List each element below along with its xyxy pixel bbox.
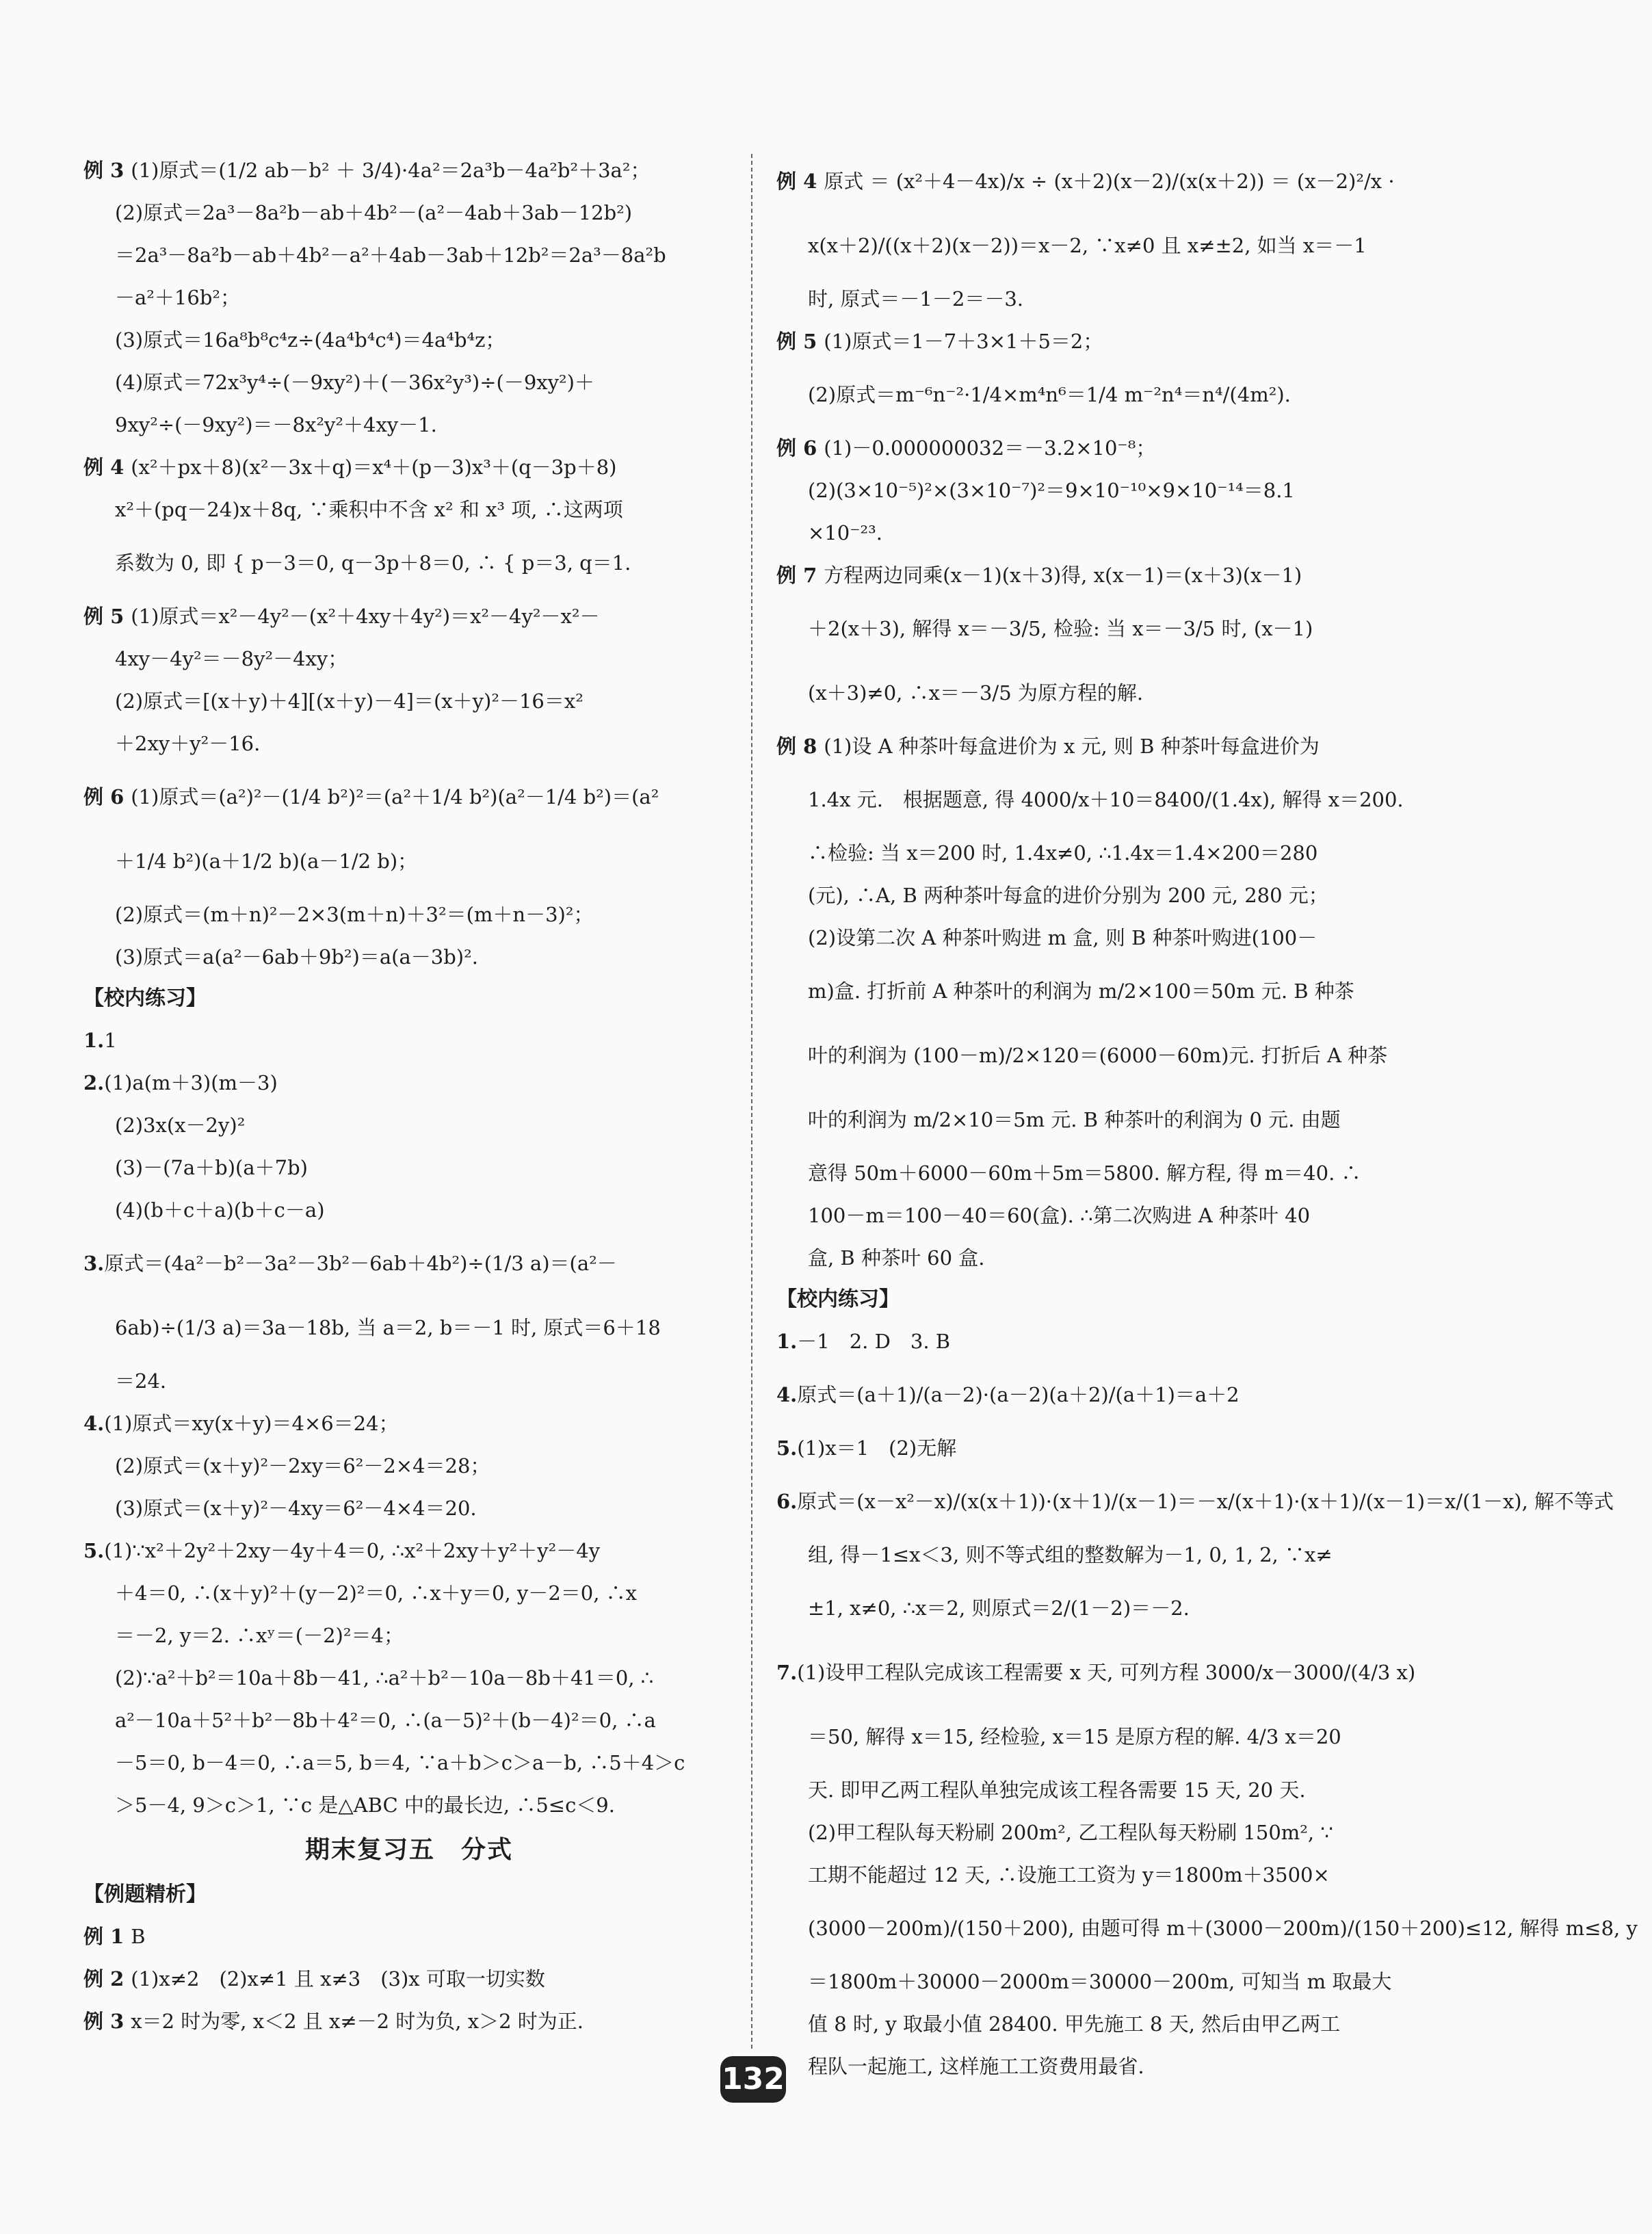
example-line <box>83 765 735 829</box>
answer-line: －a²＋16b²； <box>115 286 241 309</box>
answer-line: a²－10a＋5²＋b²－8b＋4²＝0, ∴(a－5)²＋(b－4)²＝0, ∴a <box>115 1709 656 1732</box>
answer-text: B <box>131 1925 146 1948</box>
answer-line: (3000－200m)/(150＋200), 由题可得 m＋(3000－200m)/(150＋200)≤12, 解得 m≤8, y <box>808 1917 1638 1940</box>
answer-line: ＋2(x＋3), 解得 x＝－3/5, 检验: 当 x＝－3/5 时, (x－1) <box>808 617 1313 640</box>
example-line <box>83 595 735 638</box>
exercise-number: 2. <box>83 1071 105 1094</box>
example-label: 例 8 <box>776 735 817 758</box>
example-label: 例 5 <box>83 605 124 628</box>
answer-line: 100－m＝100－40＝60(盒). ∴第二次购进 A 种茶叶 40 <box>808 1204 1311 1227</box>
answer-text: (1)原式＝x²－4y²－(x²＋4xy＋4y²)＝x²－4y²－x²－ <box>131 605 600 628</box>
example-line <box>83 446 735 488</box>
exercise-number: 4. <box>776 1383 798 1406</box>
answer-line: (3)原式＝(x＋y)²－4xy＝6²－4×4＝20. <box>115 1497 477 1520</box>
right-column <box>776 149 1638 2088</box>
answer-line: ＝24. <box>115 1369 167 1393</box>
example-label: 例 2 <box>83 1967 124 1990</box>
answer-line: (2)(3×10⁻⁵)²×(3×10⁻⁷)²＝9×10⁻¹⁰×9×10⁻¹⁴＝8.1 <box>808 479 1295 502</box>
answer-line: (2)3x(x－2y)² <box>115 1114 246 1137</box>
answer-line: x(x＋2)/((x＋2)(x－2))＝x－2, ∵x≠0 且 x≠±2, 如当 x＝－1 <box>808 234 1367 257</box>
example-label: 例 1 <box>83 1925 124 1948</box>
answer-text: 原式＝(a＋1)/(a－2)·(a－2)(a＋2)/(a＋1)＝a＋2 <box>797 1383 1240 1406</box>
answer-text: (1)设甲工程队完成该工程需要 x 天, 可列方程 3000/x－3000/(4/3 x) <box>797 1661 1416 1684</box>
exercise-number: 7. <box>776 1661 798 1684</box>
answer-line: 1.4x 元. 根据题意, 得 4000/x＋10＝8400/(1.4x), 解得 x＝200. <box>808 788 1404 811</box>
answer-line: 叶的利润为 m/2×10＝5m 元. B 种茶叶的利润为 0 元. 由题 <box>808 1108 1341 1131</box>
example-label: 例 3 <box>83 159 124 182</box>
answer-line: ＝50, 解得 x＝15, 经检验, x＝15 是原方程的解. 4/3 x＝20 <box>808 1725 1341 1748</box>
answer-line: x²＋(pq－24)x＋8q, ∵乘积中不含 x² 和 x³ 项, ∴这两项 <box>115 498 623 521</box>
answer-line: 时, 原式＝－1－2＝－3. <box>808 287 1024 311</box>
answer-line: ＋2xy＋y²－16. <box>115 732 261 755</box>
answer-line: 系数为 0, 即 { p－3＝0, q－3p＋8＝0, ∴ { p＝3, q＝1. <box>115 551 631 575</box>
answer-text: (1)原式＝(a²)²－(1/4 b²)²＝(a²＋1/4 b²)(a²－1/4 b²)＝(a² <box>131 785 659 809</box>
answer-text: x＝2 时为零, x＜2 且 x≠－2 时为负, x＞2 时为正. <box>131 2010 584 2033</box>
answer-line: 叶的利润为 (100－m)/2×120＝(6000－60m)元. 打折后 A 种茶 <box>808 1044 1388 1067</box>
answer-text: 原式＝(x－x²－x)/(x(x＋1))·(x＋1)/(x－1)＝－x/(x＋1)·(x＋1)/(x－1)＝x/(1－x), 解不等式 <box>797 1490 1614 1513</box>
answer-line: ∴检验: 当 x＝200 时, 1.4x≠0, ∴1.4x＝1.4×200＝280 <box>808 841 1318 865</box>
answer-line: (3)原式＝16a⁸b⁸c⁴z÷(4a⁴b⁴c⁴)＝4a⁴b⁴z； <box>115 328 506 352</box>
answer-text: (1)原式＝(1/2 ab－b² ＋ 3/4)·4a²＝2a³b－4a²b²＋3a²； <box>131 159 651 182</box>
exercise-number: 6. <box>776 1490 798 1513</box>
exercise-number: 4. <box>83 1412 105 1435</box>
exercise-line <box>776 1640 1460 1705</box>
answer-line: (元), ∴A, B 两种茶叶每盒的进价分别为 200 元, 280 元； <box>808 884 1328 907</box>
example-label: 例 3 <box>83 2010 124 2033</box>
section-heading: 【校内练习】 <box>83 986 207 1010</box>
answer-text: (x²＋px＋8)(x²－3x＋q)＝x⁴＋(p－3)x³＋(q－3p＋8) <box>131 456 617 479</box>
page-number: 132 <box>720 2056 786 2103</box>
answer-line: (2)设第二次 A 种茶叶购进 m 盒, 则 B 种茶叶购进(100－ <box>808 926 1317 949</box>
answer-line: 6ab)÷(1/3 a)＝3a－18b, 当 a＝2, b＝－1 时, 原式＝6＋18 <box>115 1316 661 1339</box>
column-divider <box>751 154 752 2049</box>
answer-line: 盒, B 种茶叶 60 盒. <box>808 1246 985 1270</box>
section-heading: 【校内练习】 <box>776 1287 900 1311</box>
answer-line: (2)∵a²＋b²＝10a＋8b－41, ∴a²＋b²－10a－8b＋41＝0, ∴ <box>115 1666 654 1690</box>
answer-text: (1)∵x²＋2y²＋2xy－4y＋4＝0, ∴x²＋2xy＋y²＋y²－4y <box>104 1539 601 1562</box>
answer-line: 9xy²÷(－9xy²)＝－8x²y²＋4xy－1. <box>115 413 437 436</box>
exercise-line <box>776 1320 1460 1363</box>
answer-line: (3)原式＝a(a²－6ab＋9b²)＝a(a－3b)². <box>115 945 478 969</box>
example-label: 例 6 <box>776 436 817 460</box>
answer-text: (1)原式＝1－7＋3×1＋5＝2； <box>824 330 1103 353</box>
answer-text: (1)a(m＋3)(m－3) <box>104 1071 278 1094</box>
answer-line: ＝2a³－8a²b－ab＋4b²－a²＋4ab－3ab＋12b²＝2a³－8a²b <box>115 244 666 267</box>
answer-line: ＋1/4 b²)(a＋1/2 b)(a－1/2 b)； <box>115 850 418 873</box>
example-line <box>83 1958 735 2000</box>
answer-line: (3)－(7a＋b)(a＋7b) <box>115 1156 308 1179</box>
exercise-number: 3. <box>83 1252 105 1275</box>
answer-text: (1)x＝1 (2)无解 <box>797 1436 957 1460</box>
answer-line: (2)原式＝(x＋y)²－2xy＝6²－2×4＝28； <box>115 1454 490 1477</box>
exercise-line <box>83 1231 735 1296</box>
exercise-line <box>776 1427 1460 1469</box>
answer-text: 原式 ＝ (x²＋4－4x)/x ÷ (x＋2)(x－2)/(x(x＋2)) ＝ (x－2)²/x · <box>824 170 1395 193</box>
answer-text: (1)－0.000000032＝－3.2×10⁻⁸； <box>824 436 1156 460</box>
answer-line: ＞5－4, 9＞c＞1, ∵c 是△ABC 中的最长边, ∴5≤c＜9. <box>115 1793 615 1817</box>
exercise-line <box>776 1363 1460 1427</box>
example-line <box>776 554 1460 596</box>
answer-text: －1 2. D 3. B <box>797 1330 951 1353</box>
answer-line: (2)原式＝m⁻⁶n⁻²·1/4×m⁴n⁶＝1/4 m⁻²n⁴＝n⁴/(4m²). <box>808 383 1291 406</box>
exercise-number: 1. <box>776 1330 798 1353</box>
exercise-line <box>83 1529 735 1572</box>
answer-line: ×10⁻²³. <box>808 521 882 544</box>
example-line <box>83 1915 735 1958</box>
exercise-line <box>776 1469 1614 1534</box>
answer-line: (2)原式＝2a³－8a²b－ab＋4b²－(a²－4ab＋3ab－12b²) <box>115 201 633 224</box>
answer-text: 原式＝(4a²－b²－3a²－3b²－6ab＋4b²)÷(1/3 a)＝(a²－ <box>104 1252 617 1275</box>
answer-line: 工期不能超过 12 天, ∴设施工工资为 y＝1800m＋3500× <box>808 1863 1330 1887</box>
chapter-title: 期末复习五 分式 <box>304 1836 513 1864</box>
exercise-line <box>83 1062 735 1104</box>
answer-line: 值 8 时, y 取最小值 28400. 甲先施工 8 天, 然后由甲乙两工 <box>808 2012 1341 2036</box>
example-label: 例 4 <box>776 170 817 193</box>
example-label: 例 7 <box>776 564 817 587</box>
answer-text: 1 <box>104 1029 117 1052</box>
answer-line: 意得 50m＋6000－60m＋5m＝5800. 解方程, 得 m＝40. ∴ <box>808 1161 1361 1185</box>
example-line <box>776 320 1460 363</box>
answer-line: 程队一起施工, 这样施工工资费用最省. <box>808 2055 1144 2078</box>
example-label: 例 5 <box>776 330 817 353</box>
answer-line: 天. 即甲乙两工程队单独完成该工程各需要 15 天, 20 天. <box>808 1778 1306 1802</box>
answer-line: (4)原式＝72x³y⁴÷(－9xy²)＋(－36x²y³)÷(－9xy²)＋ <box>115 371 594 394</box>
section-heading: 【例题精析】 <box>83 1882 207 1906</box>
exercise-line <box>83 1019 735 1062</box>
answer-line: m)盒. 打折前 A 种茶叶的利润为 m/2×100＝50m 元. B 种茶 <box>808 980 1354 1003</box>
answer-line: ＝－2, y＝2. ∴xʸ＝(－2)²＝4； <box>115 1624 404 1647</box>
answer-line: －5＝0, b－4＝0, ∴a＝5, b＝4, ∵a＋b＞c＞a－b, ∴5＋4＞c <box>115 1751 685 1774</box>
example-line <box>776 149 1460 213</box>
exercise-number: 5. <box>83 1539 105 1562</box>
answer-line: (2)甲工程队每天粉刷 200m², 乙工程队每天粉刷 150m², ∵ <box>808 1821 1333 1844</box>
answer-text: (1)原式＝xy(x＋y)＝4×6＝24； <box>104 1412 399 1435</box>
answer-line: 4xy－4y²＝－8y²－4xy； <box>115 647 348 670</box>
answer-line: ＋4＝0, ∴(x＋y)²＋(y－2)²＝0, ∴x＋y＝0, y－2＝0, ∴x <box>115 1581 638 1605</box>
example-line <box>776 427 1460 469</box>
answer-line: (2)原式＝(m＋n)²－2×3(m＋n)＋3²＝(m＋n－3)²； <box>115 903 594 926</box>
example-label: 例 6 <box>83 785 124 809</box>
example-line <box>83 149 735 192</box>
example-label: 例 4 <box>83 456 124 479</box>
answer-line: ±1, x≠0, ∴x＝2, 则原式＝2/(1－2)＝－2. <box>808 1596 1190 1620</box>
answer-text: (1)设 A 种茶叶每盒进价为 x 元, 则 B 种茶叶每盒进价为 <box>824 735 1320 758</box>
exercise-number: 1. <box>83 1029 105 1052</box>
example-line <box>83 2000 735 2042</box>
answer-line: (x＋3)≠0, ∴x＝－3/5 为原方程的解. <box>808 681 1144 705</box>
exercise-number: 5. <box>776 1436 798 1460</box>
answer-line: (4)(b＋c＋a)(b＋c－a) <box>115 1198 325 1222</box>
example-line <box>776 725 1460 767</box>
answer-text: (1)x≠2 (2)x≠1 且 x≠3 (3)x 可取一切实数 <box>131 1967 545 1990</box>
left-column <box>83 149 735 2042</box>
answer-text: 方程两边同乘(x－1)(x＋3)得, x(x－1)＝(x＋3)(x－1) <box>824 564 1302 587</box>
answer-line: (2)原式＝[(x＋y)＋4][(x＋y)－4]＝(x＋y)²－16＝x² <box>115 689 584 713</box>
exercise-line <box>83 1402 735 1445</box>
answer-line: ＝1800m＋30000－2000m＝30000－200m, 可知当 m 取最大 <box>808 1970 1392 1993</box>
answer-line: 组, 得－1≤x＜3, 则不等式组的整数解为－1, 0, 1, 2, ∵x≠ <box>808 1543 1333 1566</box>
